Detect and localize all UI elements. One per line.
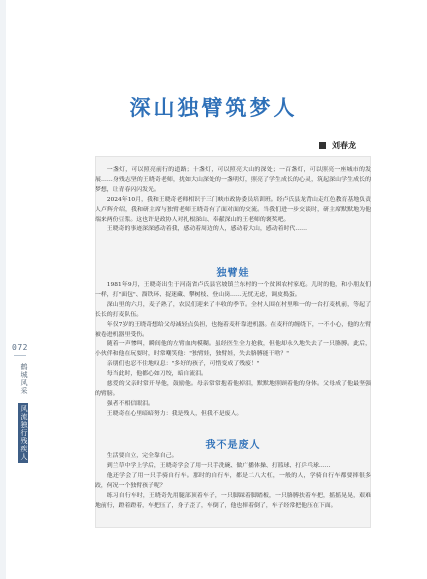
section2-block bbox=[95, 452, 371, 511]
section1-paragraph: 深山里的六月，麦子熟了，农民们迎来了丰收的季节。全村人围在村里唯一的一台打麦机前，等起了长长的打麦队伍。 bbox=[95, 301, 371, 318]
section1-paragraph: 1981年9月，王晓奇出生于河南省卢氏县官坡镇兰东村的一个贫困农村家庭。儿时的他，和小朋友们一样，打"面包"、溜铁环、捉迷藏、攀树枝、登山岗……无忧无虑，调皮捣蛋。 bbox=[95, 282, 371, 298]
section1-paragraph: 每当此时，他都心如刀绞，暗自流泪。 bbox=[106, 371, 207, 378]
intro-paragraph: 2024年10月，我和王晓奇老师相识于三门峡市政协委员培训班。经卢氏县龙背山走红色教育基地负责人卢辉介绍，我和研主席与独臂老师王晓奇有了面对面的交流。当我们进一步交谈时，研主席默默地为他端来两份豆浆。这也许是政协人对扎根深山、奉献深山的王老师的褒奖吧。 bbox=[95, 196, 371, 223]
sidebar-divider bbox=[14, 355, 26, 356]
section2-paragraph: 练习自行车时，王晓奇先用腿部顶着车子，一只脚踩着脚踏板，一只胳膊扶着车把，摇摇晃晃，艰难地前行，蹬着蹬着，车把压了，身子歪了，车倒了，他也摔着倒了，车子经常把他压在下面。 bbox=[95, 492, 371, 509]
section-heading-1: 独臂娃 bbox=[216, 268, 250, 279]
sidebar-stripe bbox=[0, 0, 6, 579]
section2-paragraph: 生活要自立，完全靠自己。 bbox=[106, 453, 178, 459]
section1-paragraph: 随着一声惨叫，瞬间他的左臂血肉模糊。虽经医生全力抢救，但他却永久地失去了一只胳膊。此后，小伙伴和他在玩耍时，时常嘲笑他："独臂娃，独臂娃，失去胳膊能干啥？" bbox=[95, 341, 371, 358]
section-vertical-label: 鹤城风采 bbox=[20, 363, 28, 395]
intro-paragraph: 一盏灯，可以照亮前行的道路；十盏灯，可以照亮大山的深处；一百盏灯，可以照亮一座城市的发展……身残志坚的王晓奇老师，扰如大山深处的一盏明灯，照亮了学生成长的心灵，筑起深山学生成长的梦想，让青春闪闪发光。 bbox=[95, 167, 371, 193]
section-vertical-highlight: 风流独行残疾人 bbox=[20, 405, 28, 461]
section1-block bbox=[95, 281, 371, 420]
article-title: 深山独臂筑梦人 bbox=[129, 96, 298, 120]
section2-paragraph: 他还学会了用一只手骑自行车。那时的自行车，都是二八大杠，一般的人，学骑自行车都要摔很多跤，何况一个独臂孩子呢？ bbox=[95, 472, 371, 489]
intro-block bbox=[95, 166, 371, 235]
section1-paragraph: 年仅7岁的王晓奇想给父母减轻点负担，也拖着麦秆靠进机器。在麦秆的缠绕下，一不小心，他的左臂被卷进机器里受伤。 bbox=[95, 321, 371, 338]
section1-paragraph: 强者不相信眼泪。 bbox=[106, 400, 154, 407]
section-heading-2: 我不是废人 bbox=[205, 440, 261, 451]
intro-paragraph: 王晓奇的事迹深深感动着我，感动着周边的人，感动着大山，感动着时代…… bbox=[106, 226, 308, 233]
author-square-icon bbox=[319, 142, 326, 149]
section1-paragraph: 慈爱的父亲时常开导他，鼓励他。母亲常常抱着他掉泪，默默地照顾着他的身体。父母成了他最坚强的臂膀。 bbox=[95, 381, 371, 397]
section1-paragraph: 亲朋们也忍不住地叹息："多好的孩子，可惜变成了残废！" bbox=[106, 361, 260, 368]
page-number: 072 bbox=[12, 343, 28, 352]
section1-paragraph: 王晓奇在心里暗暗努力：我是残人，但我不是废人。 bbox=[106, 410, 243, 417]
author-line bbox=[319, 140, 356, 151]
section2-paragraph: 到兰草中学上学后，王晓奇学会了用一只手洗碗、做广播体操、打篮球、打乒乓球…… bbox=[106, 462, 331, 469]
author-name: 刘春龙 bbox=[332, 140, 356, 150]
